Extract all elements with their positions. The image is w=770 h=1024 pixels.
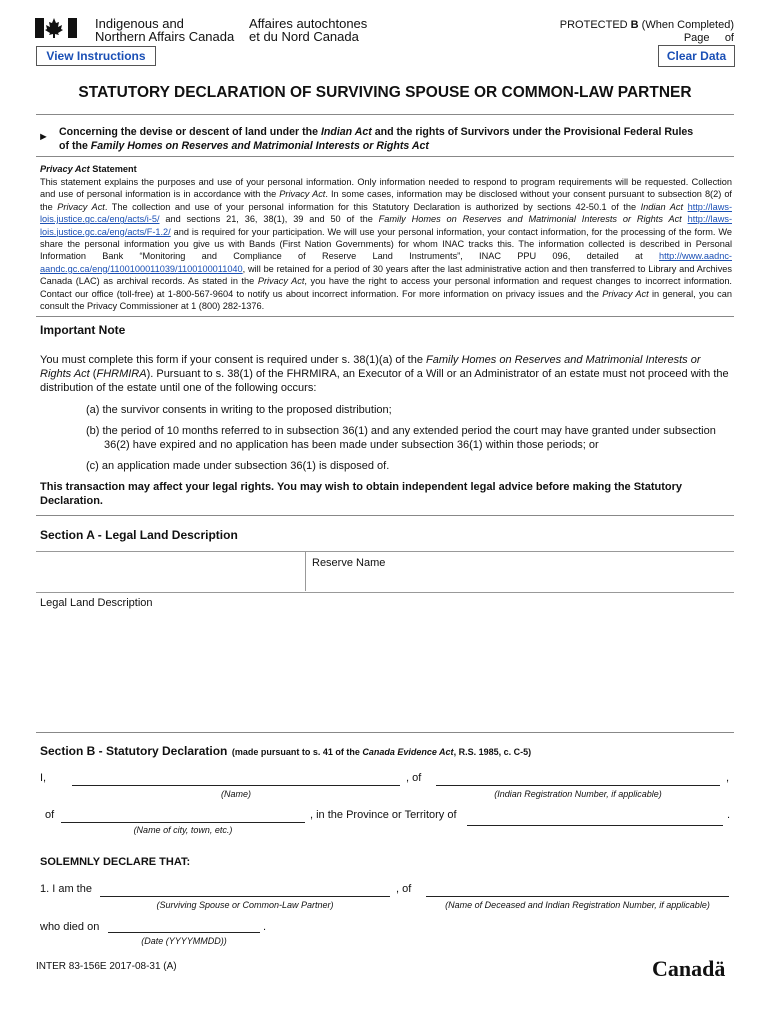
declarant-name-field[interactable] bbox=[72, 785, 400, 786]
arrow-right-icon: ► bbox=[38, 131, 49, 143]
important-note-text: You must complete this form if your consent is required under s. 38(1)(a) of the Family Homes on Reserves and Matrimonial Interests or Rights Act (FHRMIRA). Pursuant to s. 38(1) of the FHRMIRA, an Executor of a Will or an Administrator of an estate must not proceed with the distribution of the estate until one of the following occurs: bbox=[40, 354, 729, 394]
note-item-c: (c) an application made under subsection 36(1) is disposed of. bbox=[86, 460, 390, 472]
province-label: , in the Province or Territory of bbox=[310, 809, 457, 821]
section-a-bottom bbox=[36, 732, 734, 733]
i-label: I, bbox=[40, 772, 47, 784]
indian-act-link[interactable]: http://laws-lois.justice.gc.ca/eng/acts/i-5/ bbox=[40, 201, 732, 225]
name-caption: (Name) bbox=[220, 789, 251, 799]
registration-caption: (Indian Registration Number, if applicable) bbox=[494, 789, 662, 799]
flag-bar-left bbox=[35, 18, 44, 38]
period-1: . bbox=[727, 809, 731, 821]
period-2: . bbox=[263, 921, 267, 933]
privacy-statement: This statement explains the purposes and use of your personal information. Only information needed to respond to program requirements will be requested. Collection and use of personal information is in accordance with the Privacy Act. In some cases, information may be disclosed without your consent pursuant to subsection 8(2) of the Privacy Act. The collection and use of your personal information for this Statutory Declaration is authorized by sections 42-50.1 of the Indian Act http://laws-lois.justice.gc.ca/eng/acts/i-5/ and sections 21, 36, 38(1), 39 and 50 of the Family Homes on Reserves and Matrimonial Interests or Rights Act http://laws-lois.justice.gc.ca/eng/acts/F-1.2/ and is required for your participation. We will use your personal information, your contact information, for the processing of the form. We share the personal information you give us with Bands (First Nation Governments) for whom INAC tracks this. The information collected is described in Personal Information Bank “Monitoring and Compliance of Reserve Land Instruments”, INAC PPU 096, detailed at http://www.aadnc-aandc.gc.ca/eng/1100100011039/1100100011040, will be retained for a period of 30 years after the last administrative action and then transferred to Library and Archives Canada (LAC) as archival records. As stated in the Privacy Act, you have the right to access your personal information and request changes to incorrect information. Contact our office (toll-free) at 1-800-567-9604 to notify us about incorrect information. For more information on privacy issues and the Privacy Act in general, you can consult the Privacy Commissioner at 1 (800) 282-1376. bbox=[40, 177, 732, 312]
title-divider bbox=[36, 114, 734, 115]
iam-label: 1. I am the bbox=[40, 883, 92, 895]
dept-fr-line1: Affaires autochtones bbox=[249, 16, 368, 31]
province-field[interactable] bbox=[467, 825, 723, 826]
reserve-name-label: Reserve Name bbox=[312, 557, 386, 569]
section-b-heading: Section B - Statutory Declaration bbox=[40, 744, 228, 758]
maple-leaf-icon bbox=[44, 17, 64, 39]
legal-land-field[interactable] bbox=[36, 612, 734, 730]
note-divider bbox=[36, 515, 734, 516]
date-of-death-field[interactable] bbox=[108, 932, 260, 933]
deceased-field[interactable] bbox=[426, 896, 729, 897]
dept-name-fr bbox=[249, 17, 367, 43]
comma-1: , bbox=[726, 772, 730, 784]
note-item-a: (a) the survivor consents in writing to the proposed distribution; bbox=[86, 404, 392, 416]
flag-bar-right bbox=[68, 18, 77, 38]
section-a-heading: Section A - Legal Land Description bbox=[40, 528, 238, 542]
pib-link[interactable]: http://www.aadnc-aandc.gc.ca/eng/1100100011039/1100100011040 bbox=[40, 251, 732, 274]
section-b-heading-row: Section B - Statutory Declaration (made pursuant to s. 41 of the Canada Evidence Act, R.S. 1985, c. C-5) bbox=[40, 744, 532, 758]
city-field[interactable] bbox=[61, 822, 305, 823]
privacy-divider bbox=[36, 316, 734, 317]
note-item-b: (b) the period of 10 months referred to in subsection 36(1) and any extended period the court may have granted under subsection 36(2) have expired and no application has been made under subsection 36(1) within those periods; or bbox=[86, 425, 716, 451]
page-label: Page bbox=[683, 32, 710, 44]
protected-post: (When Completed) bbox=[638, 19, 734, 31]
privacy-heading: Privacy Act Statement bbox=[40, 164, 137, 174]
form-number: INTER 83-156E 2017-08-31 (A) bbox=[36, 961, 177, 972]
of-label-2: of bbox=[45, 809, 55, 821]
page-of: of bbox=[724, 32, 734, 44]
spouse-caption: (Surviving Spouse or Common-Law Partner) bbox=[156, 900, 334, 910]
dept-fr-line2: et du Nord Canada bbox=[249, 29, 359, 44]
of-label-3: , of bbox=[396, 883, 412, 895]
legal-land-label: Legal Land Description bbox=[40, 597, 153, 609]
page-number bbox=[684, 32, 734, 44]
died-on-label: who died on bbox=[40, 921, 100, 933]
of-label-1: , of bbox=[406, 772, 422, 784]
clear-data-button[interactable]: Clear Data bbox=[658, 45, 735, 67]
legal-warning: This transaction may affect your legal rights. You may wish to obtain independent legal advice before making the Statutory Declaration. bbox=[40, 481, 683, 507]
spouse-field[interactable] bbox=[100, 896, 390, 897]
date-caption: (Date (YYYYMMDD)) bbox=[141, 936, 227, 946]
dept-name-en bbox=[95, 17, 234, 43]
protected-label bbox=[560, 19, 734, 31]
registration-number-field[interactable] bbox=[436, 785, 720, 786]
fhrmira-link[interactable]: http://laws-lois.justice.gc.ca/eng/acts/F-1.2/ bbox=[40, 214, 732, 237]
concerning-text: Concerning the devise or descent of land under the Indian Act and the rights of Survivors under the Provisional Federal Rules of the Family Homes on Reserves and Matrimonial Interests or Rights Act bbox=[59, 126, 694, 152]
view-instructions-button[interactable]: View Instructions bbox=[36, 46, 156, 66]
deceased-caption: (Name of Deceased and Indian Registration Number, if applicable) bbox=[445, 900, 710, 910]
important-note-heading: Important Note bbox=[40, 323, 126, 337]
concerning-divider bbox=[36, 156, 734, 157]
dept-en-line1: Indigenous and bbox=[95, 16, 184, 31]
city-caption: (Name of city, town, etc.) bbox=[133, 825, 233, 835]
dept-en-line2: Northern Affairs Canada bbox=[95, 29, 235, 44]
canada-wordmark: Canadä bbox=[652, 956, 726, 981]
protected-pre: PROTECTED bbox=[559, 19, 631, 31]
form-title: STATUTORY DECLARATION OF SURVIVING SPOUSE OR COMMON-LAW PARTNER bbox=[78, 84, 692, 101]
protected-b: B bbox=[630, 19, 639, 31]
solemnly-declare: SOLEMNLY DECLARE THAT: bbox=[40, 856, 191, 868]
reserve-name-field[interactable] bbox=[306, 572, 734, 590]
